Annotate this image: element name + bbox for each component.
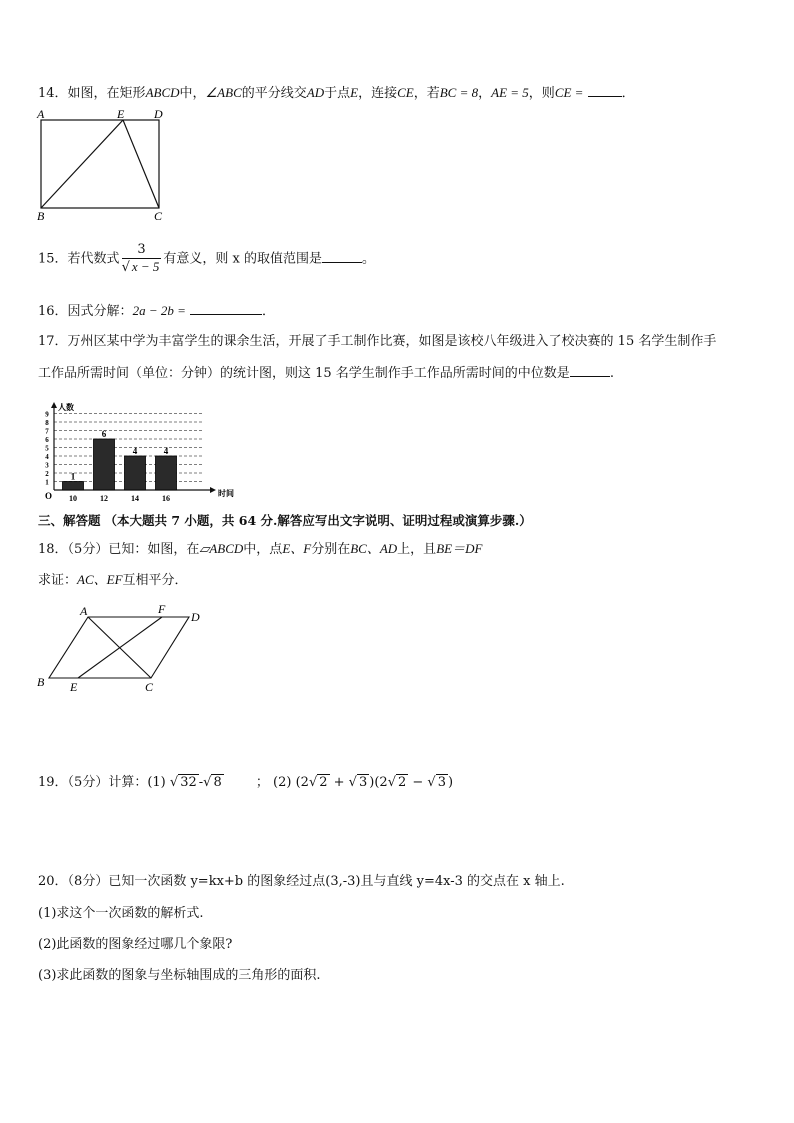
y-tick-label: 4 <box>45 453 49 461</box>
q14-angle: ∠ABC <box>205 85 242 100</box>
q18-label-c: C <box>145 680 154 694</box>
section3-title: 三、解答题 <box>38 513 101 528</box>
x-axis-arrow <box>210 487 216 493</box>
q20-number: 20． <box>38 874 68 889</box>
q19-p1: 计算： <box>108 775 148 790</box>
q20-score: （8分） <box>67 874 109 889</box>
q18-label-e: E <box>70 680 78 694</box>
bar-data-label: 4 <box>163 446 169 456</box>
q19-text <box>38 774 453 792</box>
q19-expr2: (2√ 2 + √ 3 )(2√ 2 − √ 3 ) <box>295 775 454 790</box>
q19-r2-b: 2 <box>397 775 407 790</box>
q18-figure <box>34 602 214 694</box>
q20-text <box>38 873 565 891</box>
q19-coef-a: 2 <box>300 775 309 790</box>
q19-number: 19． <box>38 775 68 790</box>
q14-seg-ce: CE <box>397 85 414 100</box>
q16-text <box>38 302 275 321</box>
q18-number: 18． <box>38 542 68 557</box>
q14-seg-ad: AD <box>306 85 325 100</box>
q14-text <box>38 84 635 103</box>
q18-p2: 中，点 <box>243 542 283 557</box>
q20-stem: 已知一次函数 y=kx+b 的图象经过点(3,-3)且与直线 y=4x-3 的交点在 x 轴上. <box>108 874 565 889</box>
q15-p1: 若代数式 <box>67 251 120 267</box>
q14-p8: ，则 <box>528 86 555 101</box>
q18-score: （5分） <box>67 542 109 557</box>
bar <box>94 439 115 490</box>
q18-label-b: B <box>37 675 45 689</box>
q14-line-ec <box>123 120 159 208</box>
y-tick-label: 5 <box>45 444 49 453</box>
q18-eq: BE＝DF <box>436 541 483 556</box>
q14-ae: AE = 5 <box>491 85 529 100</box>
q17-line1 <box>38 333 716 351</box>
q14-number: 14． <box>38 86 68 101</box>
q19-r8: 8 <box>213 775 222 790</box>
q15-text <box>38 242 375 277</box>
q14-p6: ，若 <box>413 86 440 101</box>
q20-sub2: (2)此函数的图象经过哪几个象限? <box>38 937 233 952</box>
q14-p4: 于点 <box>324 86 351 101</box>
q18-line-ef <box>78 617 162 678</box>
q16-p1: 因式分解： <box>67 304 133 319</box>
x-tick-label: 14 <box>131 494 139 503</box>
q20-sub1: (1)求这个一次函数的解析式. <box>38 906 204 921</box>
q15-p2: 有意义，则 x 的取值范围是 <box>163 251 323 267</box>
q19-expr1: √ 32 -√ 8 <box>169 775 222 790</box>
q19-coef-b: 2 <box>379 775 388 790</box>
q14-label-a: A <box>37 108 45 121</box>
q18-label-d: D <box>191 610 200 624</box>
q19-r3-b: 3 <box>437 775 446 790</box>
bar <box>156 456 177 490</box>
q17-line2 <box>38 364 614 383</box>
q15-fraction <box>122 242 162 276</box>
q16-answer-blank[interactable] <box>190 302 262 315</box>
y-axis-label: 人数 <box>58 403 74 412</box>
bar-data-label: 1 <box>70 471 76 482</box>
q15-radicand: x − 5 <box>131 259 160 274</box>
q19-part1-label: (1) <box>147 775 166 790</box>
q18-p1: 已知：如图，在 <box>108 542 200 557</box>
q17-number: 17． <box>38 334 68 349</box>
q17-end: . <box>609 366 614 381</box>
q14-label-d: D <box>154 108 163 121</box>
q16-number: 16． <box>38 304 68 319</box>
q18-prove-segs: AC、EF <box>77 572 123 587</box>
y-tick-label: 1 <box>45 478 49 487</box>
q18-prove <box>38 571 188 590</box>
bar-data-label: 6 <box>101 429 107 439</box>
q17-line1-text: 万州区某中学为丰富学生的课余生活，开展了手工制作比赛，如图是该校八年级进入了校决赛的 15 名学生制作手 <box>67 334 717 349</box>
q14-p5: ，连接 <box>358 86 398 101</box>
q19-part2-label: (2) <box>273 775 292 790</box>
q19-r3-a: 3 <box>358 775 368 790</box>
q20-sub3: (3)求此函数的图象与坐标轴围成的三角形的面积. <box>38 968 321 983</box>
q16-end: ． <box>262 304 276 319</box>
x-axis-label: 时间 <box>218 489 234 498</box>
q15-end: 。 <box>362 251 376 267</box>
q15-answer-blank[interactable] <box>322 250 362 263</box>
q18-label-a: A <box>80 604 88 618</box>
q14-bc: BC = 8 <box>439 85 479 100</box>
q18-p4: 上，且 <box>397 542 437 557</box>
section3-note: （本大题共 7 小题，共 64 分.解答应写出文字说明、证明过程或演算步骤.） <box>104 513 532 528</box>
x-tick-label: 10 <box>69 494 77 503</box>
bar <box>63 482 84 491</box>
origin-label: O <box>45 491 53 501</box>
q14-p7: ， <box>478 86 492 101</box>
q14-rect: ABCD <box>145 85 180 100</box>
y-tick-label: 9 <box>45 410 49 419</box>
q14-label-b: B <box>37 209 45 223</box>
q15-frac-den: √ x − 5 <box>121 259 160 275</box>
q14-end: ． <box>621 86 635 101</box>
q16-expr: 2a − 2b = <box>132 303 186 318</box>
q14-p3: 的平分线交 <box>241 86 307 101</box>
q19-r2-a: 2 <box>319 775 328 790</box>
y-tick-label: 3 <box>45 461 49 470</box>
q15-frac-num: 3 <box>122 242 162 259</box>
q19-sep: ； <box>255 775 269 790</box>
y-tick-label: 6 <box>45 436 49 444</box>
y-tick-label: 2 <box>45 470 49 478</box>
q14-pt-e: E <box>350 85 359 100</box>
q18-label-f: F <box>158 602 166 616</box>
q19-r32: 32 <box>180 775 197 790</box>
q18-text <box>38 540 482 559</box>
q14-line-be <box>41 120 123 208</box>
x-tick-label: 12 <box>100 494 108 503</box>
q17-line2-text: 工作品所需时间（单位：分钟）的统计图，则这 15 名学生制作手工作品所需时间的中位数是 <box>38 366 570 381</box>
y-tick-label: 7 <box>45 427 49 436</box>
y-tick-label: 8 <box>45 419 49 427</box>
q14-label-e: E <box>117 108 125 121</box>
section3-heading <box>38 512 532 530</box>
x-tick-label: 16 <box>162 494 170 503</box>
q18-segs: BC、AD <box>350 541 398 556</box>
bar <box>125 456 146 490</box>
q18-pts: E、F <box>282 541 312 556</box>
bar-data-label: 4 <box>132 446 138 456</box>
q14-p2: 中， <box>179 86 206 101</box>
q14-figure <box>34 108 174 226</box>
q19-score: （5分） <box>67 775 109 790</box>
q18-p3: 分别在 <box>311 542 351 557</box>
q14-ce: CE = <box>554 85 584 100</box>
q14-p1: 如图，在矩形 <box>67 86 146 101</box>
y-axis-arrow <box>51 402 57 408</box>
q17-bar-chart <box>36 400 236 504</box>
q17-answer-blank[interactable] <box>570 364 610 377</box>
q18-prove-text: 互相平分． <box>122 573 188 588</box>
q18-para: ▱ABCD <box>199 541 244 556</box>
q15-number: 15． <box>38 251 68 267</box>
q14-label-c: C <box>154 209 163 223</box>
q14-answer-blank[interactable] <box>588 84 622 97</box>
q18-prove-label: 求证： <box>38 573 78 588</box>
